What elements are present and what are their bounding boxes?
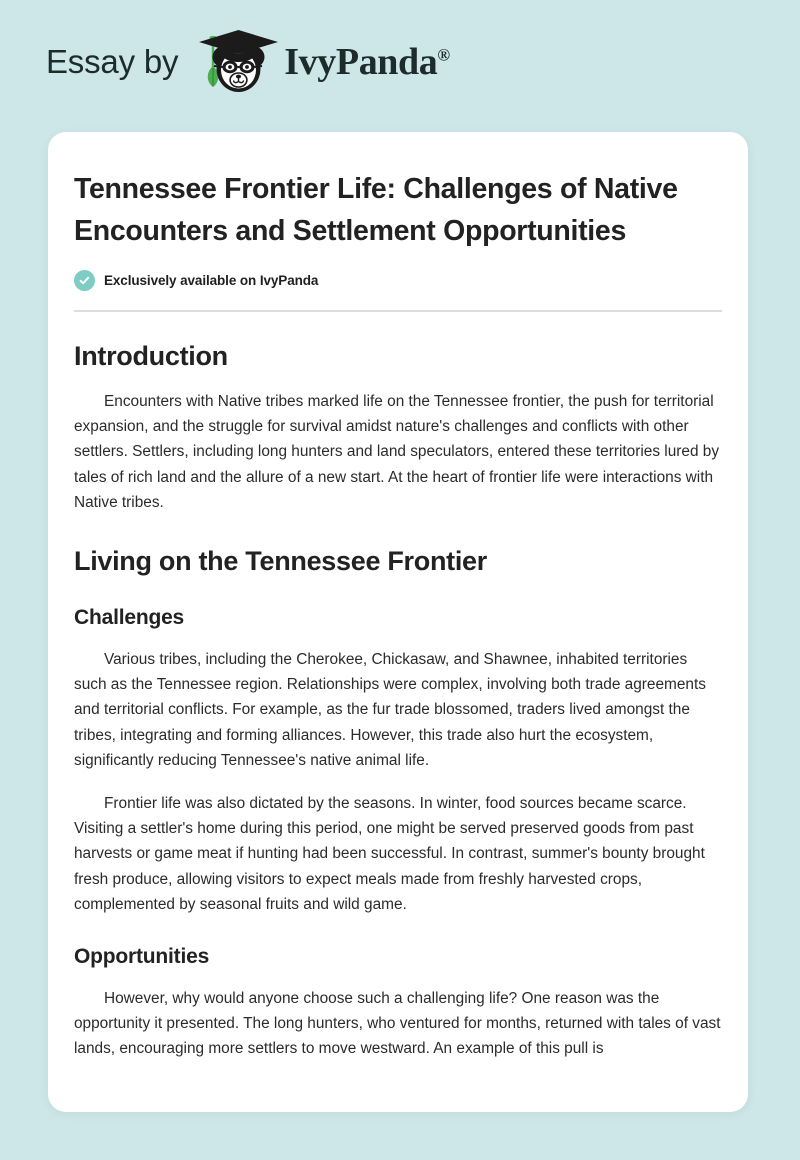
essay-by-label: Essay by bbox=[46, 43, 179, 80]
paragraph: Various tribes, including the Cherokee, Chickasaw, and Shawnee, inhabited territories such as the Tennessee region. Relationships were complex, involving both trade agreements and territorial conflicts. For example, as the fur trade blossomed, traders lived amongst the tribes, integrating and forming alliances. However, this trade also hurt the ecosystem, significantly reducing Tennessee's native animal life. bbox=[74, 651, 706, 769]
subsection-heading-challenges: Challenges bbox=[74, 606, 185, 630]
subsection-heading-opportunities: Opportunities bbox=[74, 945, 210, 969]
brand-lockup[interactable] bbox=[46, 24, 450, 100]
exclusivity-badge bbox=[74, 270, 722, 291]
exclusivity-badge-label: Exclusively available on IvyPanda bbox=[104, 273, 319, 288]
paragraph: Frontier life was also dictated by the seasons. In winter, food sources became scarce. Visiting a settler's home during this period, one might be served preserved goods from past harvests or game meat if hunting had been successful. In contrast, summer's bounty brought fresh produce, allowing visitors to expect meals made from freshly harvested crops, complemented by seasonal fruits and wild game. bbox=[74, 795, 705, 913]
paragraph: However, why would anyone choose such a challenging life? One reason was the opportunity it presented. The long hunters, who ventured for months, returned with tales of vast lands, encouraging more settlers to move westward. An example of this pull is bbox=[74, 990, 721, 1058]
check-circle-icon bbox=[74, 270, 95, 291]
brand-wordmark bbox=[284, 40, 449, 84]
paper-content bbox=[74, 132, 722, 1062]
site-header bbox=[0, 0, 800, 132]
page-title: Tennessee Frontier Life: Challenges of Native Encounters and Settlement Opportunities bbox=[74, 173, 678, 247]
brand-name-text: IvyPanda bbox=[284, 41, 438, 83]
paragraph: Encounters with Native tribes marked life on the Tennessee frontier, the push for territorial expansion, and the struggle for survival amidst nature's challenges and conflicts with other settlers. Settlers, including long hunters and land speculators, entered these territories lured by tales of rich land and the allure of a new start. At the heart of frontier life were interactions with Native tribes. bbox=[74, 393, 720, 511]
essay-paper-card bbox=[48, 132, 748, 1112]
panda-graduation-cap-logo-icon bbox=[192, 24, 284, 100]
section-heading-introduction: Introduction bbox=[74, 341, 228, 371]
title-divider bbox=[74, 310, 722, 312]
registered-trademark-mark: ® bbox=[437, 45, 450, 65]
section-heading-living-on-the-tennessee-frontier: Living on the Tennessee Frontier bbox=[74, 546, 487, 577]
